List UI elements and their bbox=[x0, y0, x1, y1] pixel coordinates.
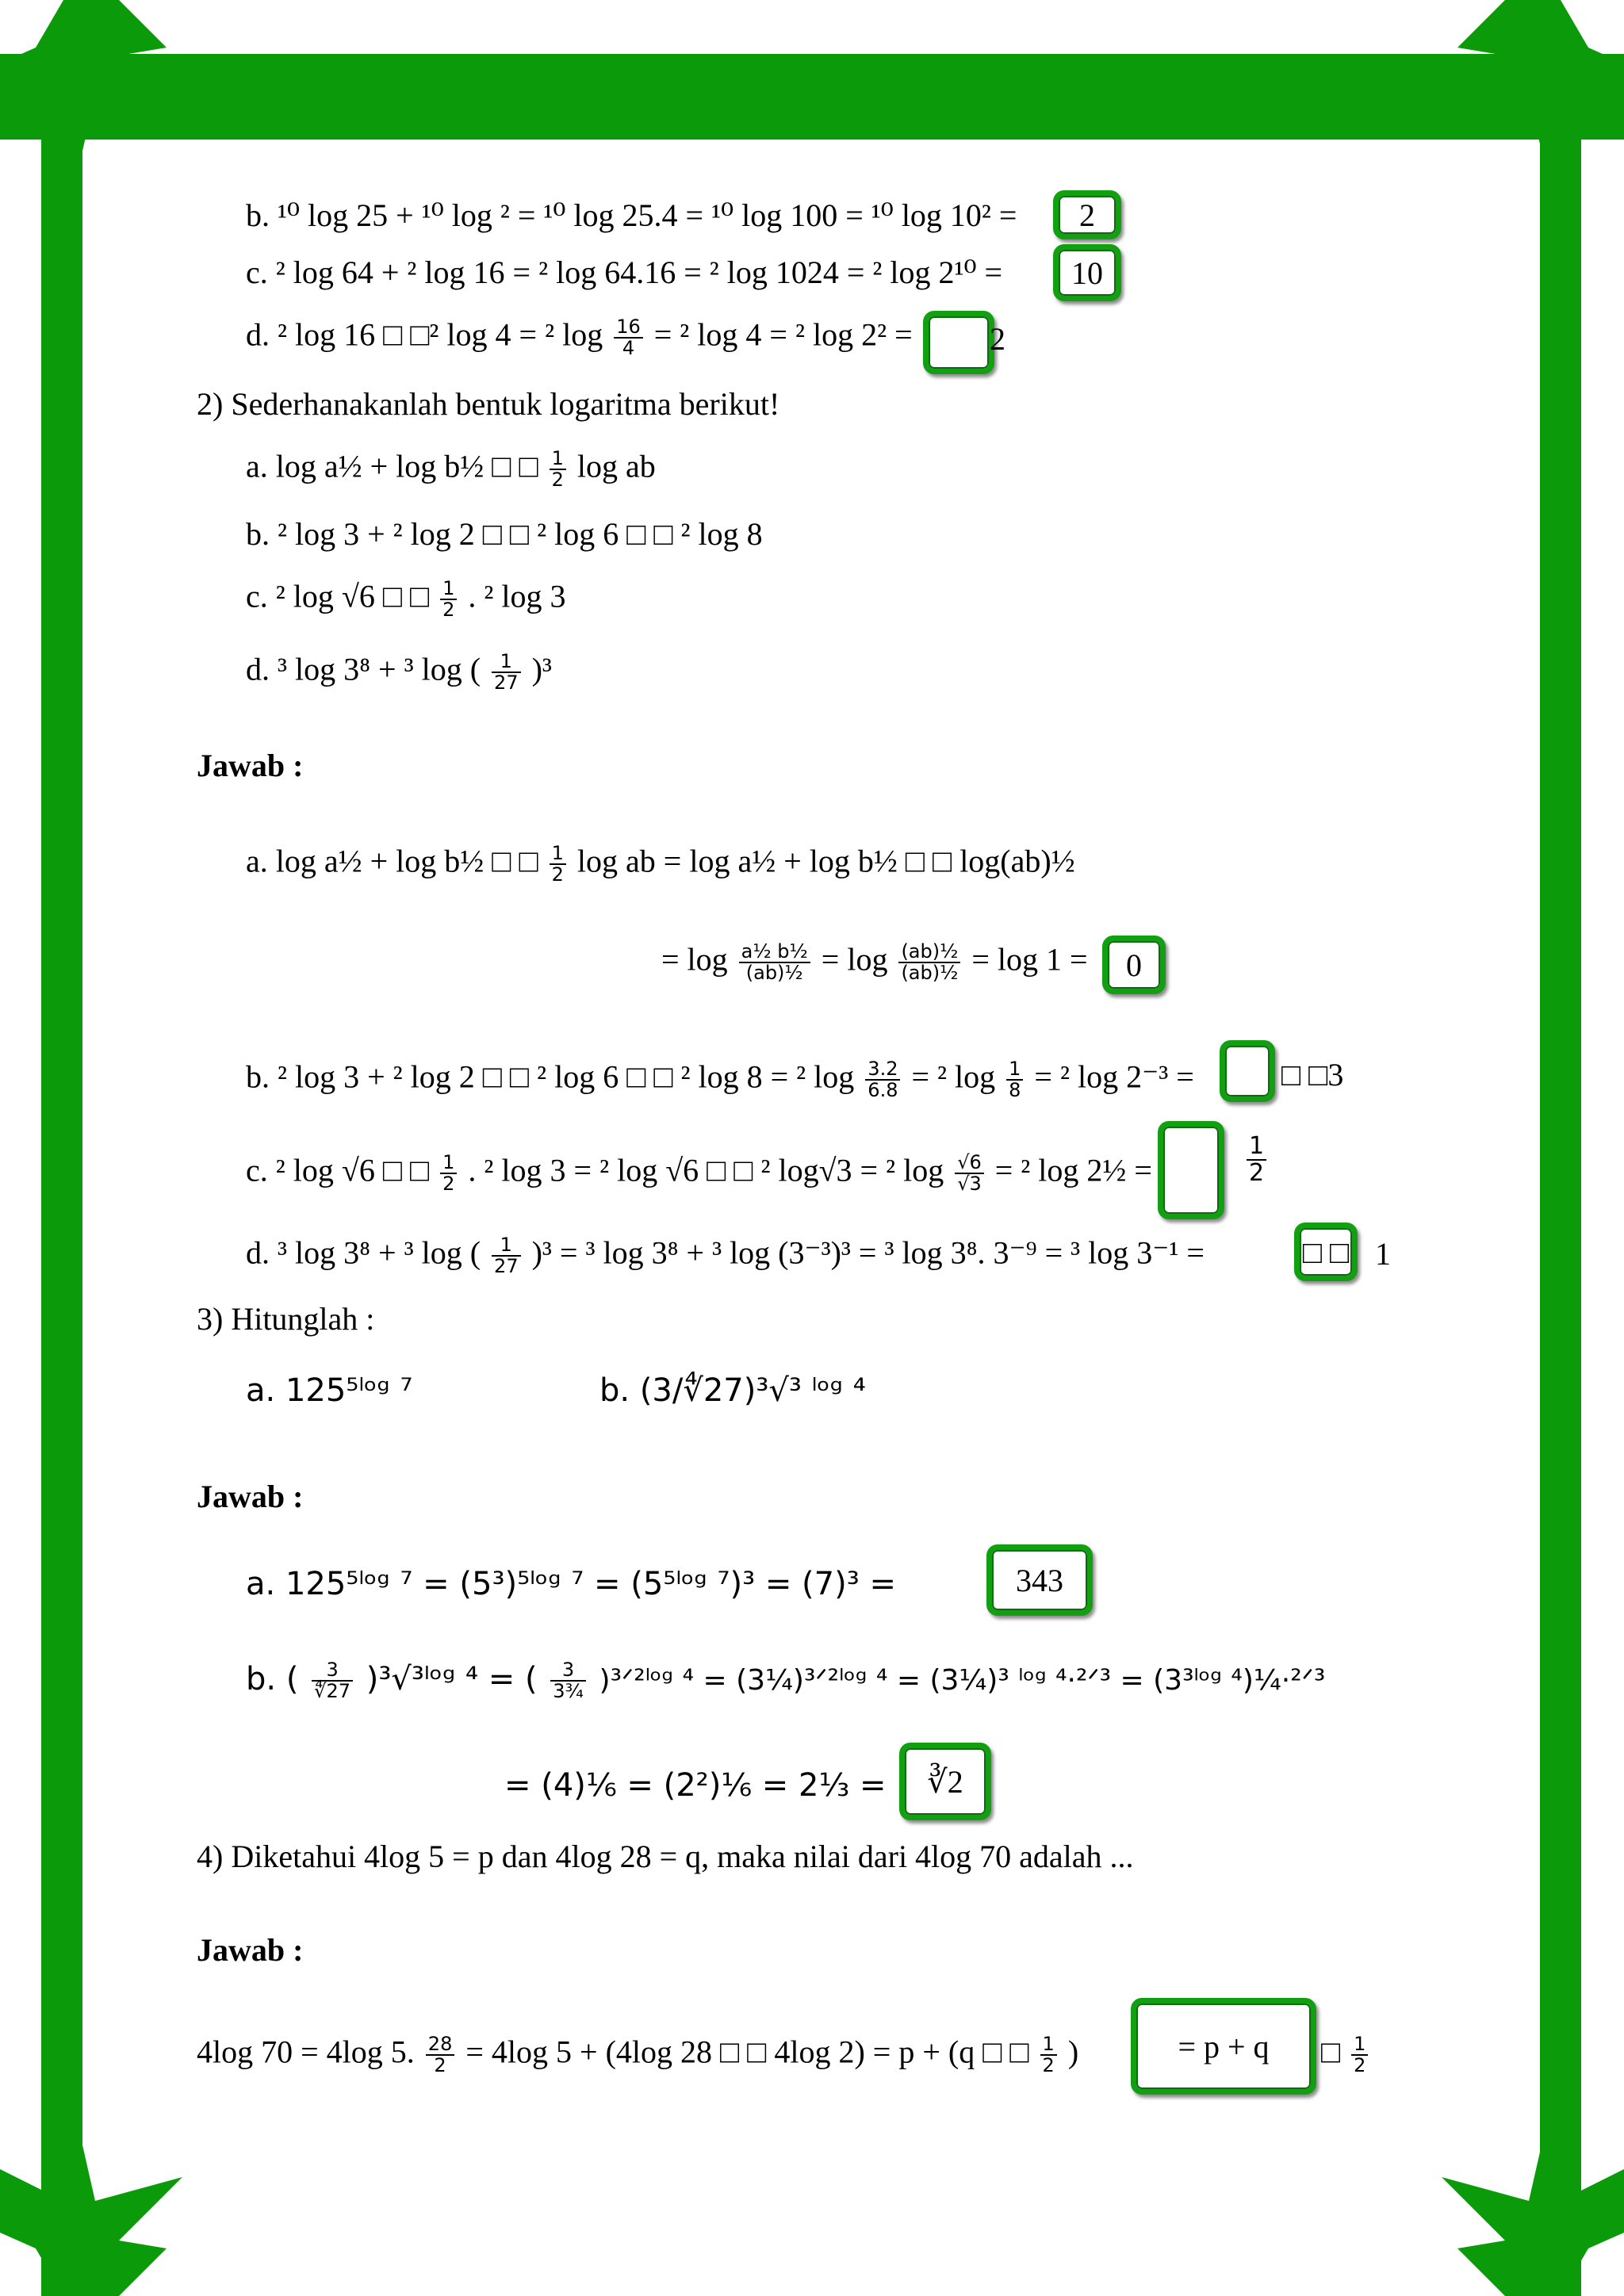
fraction-num: (ab)½ bbox=[898, 942, 960, 963]
fraction-16-4 bbox=[614, 317, 643, 358]
fraction-den: 2 bbox=[442, 599, 455, 622]
fraction-1-8 bbox=[1006, 1059, 1023, 1100]
frame-right-bar bbox=[1540, 54, 1581, 2296]
fraction-1-27 bbox=[492, 1235, 521, 1276]
answer-2c-line bbox=[246, 1153, 1152, 1194]
problem-2-heading: 2) Sederhanakanlah bentuk logaritma berikut! bbox=[197, 386, 780, 422]
answer-2b-tail: □ □3 bbox=[1281, 1057, 1344, 1093]
problem-2a-text-a: a. log a½ + log b½ □ □ bbox=[246, 448, 538, 484]
answer-3a-line: a. 125⁵ˡᵒᵍ ⁷ = (5³)⁵ˡᵒᵍ ⁷ = (5⁵ˡᵒᵍ ⁷)³ = (7)³ = bbox=[246, 1566, 896, 1602]
jawab-heading-1: Jawab : bbox=[197, 748, 304, 783]
fraction-den: 2 bbox=[551, 469, 564, 492]
answer-3b-text-c: )³ᐟ²ˡᵒᵍ ⁴ = (3¼)³ᐟ²ˡᵒᵍ ⁴ = (3¼)³ ˡᵒᵍ ⁴·²ᐟ³ = (3³ˡᵒᵍ ⁴)¼·²ᐟ³ bbox=[599, 1664, 1326, 1697]
answer-2a-text-b: log ab = log a½ + log b½ □ □ log(ab)½ bbox=[576, 843, 1075, 879]
fraction-num: 1 bbox=[492, 652, 521, 673]
fraction-den: 2 bbox=[1042, 2054, 1055, 2077]
answer-2c-tail bbox=[1243, 1134, 1270, 1185]
fraction-num: 28 bbox=[426, 2034, 455, 2056]
answer-2c-text-c: = ² log 2½ = bbox=[994, 1152, 1152, 1188]
answer-box-1c bbox=[1053, 244, 1121, 301]
fraction-den: 2 bbox=[434, 2054, 446, 2077]
jawab-heading-2: Jawab : bbox=[197, 1479, 304, 1514]
problem-3a-text: a. 125⁵ˡᵒᵍ ⁷ bbox=[246, 1372, 413, 1409]
problem-2c-text-b: . ² log 3 bbox=[468, 578, 566, 614]
fraction-num: 1 bbox=[1247, 1134, 1266, 1161]
fraction-den: (ab)½ bbox=[901, 962, 959, 985]
fraction-den: 2 bbox=[1249, 1158, 1265, 1187]
problem-1d-line bbox=[246, 317, 913, 358]
fraction-half bbox=[1247, 1134, 1266, 1185]
answer-2a2-text-b: = log bbox=[821, 941, 888, 978]
fraction-half bbox=[550, 844, 566, 885]
answer-2c-text-a: c. ² log √6 □ □ bbox=[246, 1152, 430, 1188]
fraction-den: 27 bbox=[494, 1255, 519, 1278]
answer-2b-text-a: b. ² log 3 + ² log 2 □ □ ² log 6 □ □ ² log 8 = ² log bbox=[246, 1058, 855, 1095]
answer-4-value: = p + q bbox=[1178, 2028, 1270, 2064]
fraction-den: ∜27 bbox=[314, 1680, 350, 1703]
fraction-num: 1 bbox=[440, 1153, 457, 1174]
answer-2d-text-a: d. ³ log 3⁸ + ³ log ( bbox=[246, 1234, 481, 1271]
fraction-num: 3 bbox=[550, 1660, 586, 1682]
fraction-num: 1 bbox=[1351, 2034, 1368, 2056]
fraction-3-3pow bbox=[550, 1660, 586, 1701]
frame-left-bar bbox=[41, 54, 82, 2296]
fraction-3-root27 bbox=[312, 1660, 353, 1701]
problem-2a-text-b: log ab bbox=[576, 448, 656, 484]
answer-2b-line bbox=[246, 1059, 1194, 1100]
fraction-num: 1 bbox=[1040, 2034, 1057, 2056]
corner-star-top-right bbox=[1418, 0, 1624, 182]
fraction-num: a½ b½ bbox=[739, 942, 810, 963]
problem-2a-line bbox=[246, 449, 656, 490]
fraction-1-27 bbox=[492, 652, 521, 693]
problem-4-text: 4) Diketahui 4log 5 = p dan 4log 28 = q, maka nilai dari 4log 70 adalah ... bbox=[197, 1839, 1134, 1874]
answer-4-line bbox=[197, 2034, 1078, 2076]
fraction-den: (ab)½ bbox=[745, 962, 803, 985]
answer-2d-value: □ □ bbox=[1302, 1234, 1350, 1270]
answer-box-3a bbox=[986, 1544, 1093, 1616]
problem-2d-text-b: )³ bbox=[531, 651, 552, 687]
answer-4-text-c: ) bbox=[1067, 2034, 1079, 2070]
fraction-num: 1 bbox=[1006, 1059, 1023, 1081]
fraction-den: 2 bbox=[551, 863, 564, 886]
fraction-half bbox=[550, 449, 566, 490]
fraction-den: 27 bbox=[494, 672, 519, 695]
answer-2a-value: 0 bbox=[1126, 947, 1142, 983]
problem-2d-text-a: d. ³ log 3⁸ + ³ log ( bbox=[246, 651, 481, 687]
answer-2d-line bbox=[246, 1235, 1205, 1276]
answer-3a-value: 343 bbox=[1016, 1562, 1063, 1598]
answer-2a-text-a: a. log a½ + log b½ □ □ bbox=[246, 843, 538, 879]
fraction-den: 6.8 bbox=[868, 1079, 898, 1102]
fraction-half bbox=[440, 1153, 457, 1194]
fraction-3.2-6.8 bbox=[865, 1059, 900, 1100]
fraction-den: √3 bbox=[957, 1173, 982, 1196]
corner-star-bottom-right bbox=[1418, 2114, 1624, 2296]
answer-2b-text-c: = ² log 2⁻³ = bbox=[1034, 1058, 1194, 1095]
fraction-ab bbox=[739, 942, 810, 983]
answer-2b-text-b: = ² log bbox=[911, 1058, 996, 1095]
fraction-half bbox=[1040, 2034, 1057, 2076]
problem-1c-line bbox=[246, 254, 1003, 290]
answer-2a2-text-c: = log 1 = bbox=[971, 941, 1088, 978]
fraction-half bbox=[1351, 2034, 1368, 2076]
fraction-sqrt6-sqrt3 bbox=[955, 1153, 984, 1194]
answer-box-4 bbox=[1131, 1998, 1316, 2095]
fraction-num: 1 bbox=[550, 844, 566, 865]
answer-4-tail-text: □ bbox=[1321, 2034, 1341, 2070]
answer-2a2-text-a: = log bbox=[661, 941, 728, 978]
answer-3b-value: ∛2 bbox=[927, 1763, 963, 1800]
frame-top-bar bbox=[0, 54, 1624, 140]
fraction-num: √6 bbox=[955, 1153, 984, 1174]
fraction-den: 2 bbox=[1354, 2054, 1366, 2077]
problem-1d-text-a: d. ² log 16 □ □² log 4 = ² log bbox=[246, 316, 603, 353]
problem-1b-line bbox=[246, 197, 1017, 233]
answer-box-1d bbox=[923, 311, 994, 374]
answer-box-3b bbox=[899, 1743, 991, 1820]
fraction-den: 3¾ bbox=[553, 1680, 584, 1703]
problem-2d-line bbox=[246, 652, 552, 693]
problem-1b-text: b. ¹⁰ log 25 + ¹⁰ log ² = ¹⁰ log 25.4 = ¹⁰ log 100 = ¹⁰ log 10² = bbox=[246, 197, 1017, 233]
jawab-heading-3: Jawab : bbox=[197, 1932, 304, 1968]
answer-2c-text-b: . ² log 3 = ² log √6 □ □ ² log√3 = ² log bbox=[468, 1152, 944, 1188]
fraction-num: 3 bbox=[312, 1660, 353, 1682]
answer-box-2c bbox=[1158, 1121, 1224, 1219]
problem-3b-text: b. (3/∜27)³√³ ˡᵒᵍ ⁴ bbox=[599, 1372, 866, 1409]
fraction-28-2 bbox=[426, 2034, 455, 2076]
problem-2b-line: b. ² log 3 + ² log 2 □ □ ² log 6 □ □ ² log 8 bbox=[246, 516, 763, 552]
answer-3b-line bbox=[246, 1660, 1325, 1701]
fraction-num: 1 bbox=[492, 1235, 521, 1257]
corner-star-top-left bbox=[0, 0, 206, 182]
answer-4-text-b: = 4log 5 + (4log 28 □ □ 4log 2) = p + (q □ □ bbox=[465, 2034, 1029, 2070]
answer-4-tail bbox=[1321, 2034, 1371, 2076]
answer-box-2d bbox=[1294, 1223, 1358, 1281]
fraction-half bbox=[440, 579, 457, 620]
problem-2c-line bbox=[246, 579, 566, 620]
answer-3b-line-2: = (4)⅙ = (2²)⅙ = 2⅓ = bbox=[504, 1767, 887, 1804]
answer-2a-line bbox=[246, 844, 1075, 885]
answer-box-2b bbox=[1220, 1040, 1275, 1102]
answer-2a-line-2 bbox=[661, 942, 1088, 983]
fraction-den: 4 bbox=[622, 337, 635, 360]
answer-2d-text-b: )³ = ³ log 3⁸ + ³ log (3⁻³)³ = ³ log 3⁸. 3⁻⁹ = ³ log 3⁻¹ = bbox=[531, 1234, 1205, 1271]
problem-3-heading: 3) Hitunglah : bbox=[197, 1301, 375, 1337]
fraction-num: 3.2 bbox=[865, 1059, 900, 1081]
problem-1c-text: c. ² log 64 + ² log 16 = ² log 64.16 = ² log 1024 = ² log 2¹⁰ = bbox=[246, 254, 1003, 290]
answer-1c: 10 bbox=[1071, 254, 1103, 291]
problem-1d-text-b: = ² log 4 = ² log 2² = bbox=[653, 316, 913, 353]
fraction-num: 16 bbox=[614, 317, 643, 339]
answer-4-text-a: 4log 70 = 4log 5. bbox=[197, 2034, 415, 2070]
problem-2c-text-a: c. ² log √6 □ □ bbox=[246, 578, 430, 614]
problem-1d-tail: 2 bbox=[990, 321, 1005, 357]
answer-box-2a bbox=[1102, 936, 1166, 994]
answer-box-1b bbox=[1053, 190, 1121, 239]
fraction-ab-ab bbox=[898, 942, 960, 983]
corner-star-bottom-left bbox=[0, 2114, 206, 2296]
fraction-num: 1 bbox=[550, 449, 566, 470]
fraction-den: 2 bbox=[442, 1173, 455, 1196]
answer-1b: 2 bbox=[1079, 197, 1095, 233]
fraction-num: 1 bbox=[440, 579, 457, 600]
answer-3b-text-b: )³√³ˡᵒᵍ ⁴ = ( bbox=[366, 1661, 538, 1698]
fraction-den: 8 bbox=[1009, 1079, 1021, 1102]
answer-3b-text-a: b. ( bbox=[246, 1661, 299, 1698]
answer-2d-tail: 1 bbox=[1375, 1236, 1391, 1272]
